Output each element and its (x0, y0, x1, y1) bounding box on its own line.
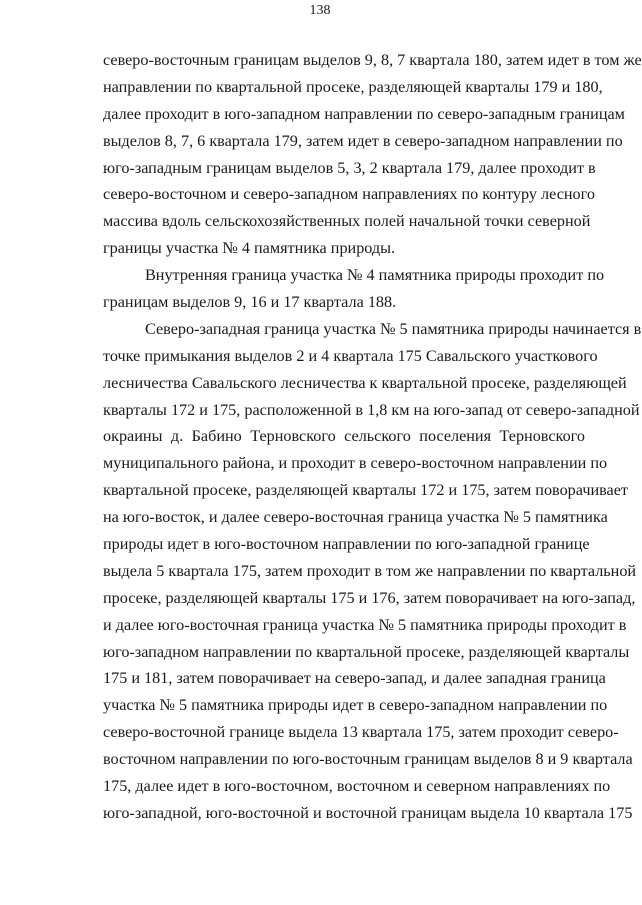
text-line: юго-западном направлении по квартальной просеке, разделяющей кварталы (103, 642, 630, 661)
text-line: и далее юго-восточная граница участка № 5 памятника природы проходит в (103, 615, 627, 634)
text-line: выделов 8, 7, 6 квартала 179, затем идет в северо-западном направлении по (103, 131, 623, 150)
text-line: границы участка № 4 памятника природы. (103, 239, 396, 258)
page-number: 138 (309, 3, 331, 18)
text-line: юго-западным границам выделов 5, 3, 2 квартала 179, далее проходит в (103, 158, 596, 177)
text-line: 175, далее идет в юго-восточном, восточном и северном направлениях по (103, 777, 611, 796)
paragraph (103, 47, 642, 262)
text-line: далее проходит в юго-западном направлении по северо-западным границам (103, 104, 625, 123)
text-line: Северо-западная граница участка № 5 памятника природы начинается в (145, 319, 642, 338)
text-line: юго-западной, юго-восточной и восточной границам выдела 10 квартала 175 (103, 803, 633, 822)
text-line: выдела 5 квартала 175, затем проходит в том же направлении по квартальной (103, 561, 637, 580)
text-line: северо-восточной границе выдела 13 квартала 175, затем проходит северо- (103, 723, 619, 742)
document-body (103, 47, 642, 827)
text-line: северо-восточным границам выделов 9, 8, 7 квартала 180, затем идет в том же (103, 51, 642, 69)
text-line: границам выделов 9, 16 и 17 квартала 188. (103, 293, 397, 312)
text-line: восточном направлении по юго-восточным границам выделов 8 и 9 квартала (103, 750, 633, 769)
text-line: северо-восточном и северо-западном направлениях по контуру лесного (103, 185, 595, 204)
text-line: на юго-восток, и далее северо-восточная граница участка № 5 памятника (103, 508, 608, 527)
text-line: квартальной просеке, разделяющей кварталы 172 и 175, затем поворачивает (103, 481, 628, 500)
text-line: лесничества Савальского лесничества к квартальной просеке, разделяющей (103, 373, 627, 392)
paragraph (103, 316, 642, 827)
text-line: Внутренняя граница участка № 4 памятника природы проходит по (145, 266, 605, 285)
text-line: направлении по квартальной просеке, разделяющей кварталы 179 и 180, (103, 77, 603, 96)
text-line: 175 и 181, затем поворачивает на северо-запад, и далее западная граница (103, 669, 606, 688)
text-line: природы идет в юго-восточном направлении по юго-западной границе (103, 535, 590, 554)
text-line: просеке, разделяющей кварталы 175 и 176, затем поворачивает на юго-запад, (103, 588, 636, 607)
text-line: участка № 5 памятника природы идет в северо-западном направлении по (103, 696, 608, 715)
text-line: кварталы 172 и 175, расположенной в 1,8 км на юго-запад от северо-западной (103, 400, 640, 419)
text-line: окраины д. Бабино Терновского сельского поселения Терновского (103, 427, 585, 446)
text-line: точке примыкания выделов 2 и 4 квартала 175 Савальского участкового (103, 346, 598, 365)
text-line: муниципального района, и проходит в северо-восточном направлении по (103, 454, 608, 473)
paragraph (103, 262, 605, 316)
text-line: массива вдоль сельскохозяйственных полей начальной точки северной (103, 212, 591, 231)
